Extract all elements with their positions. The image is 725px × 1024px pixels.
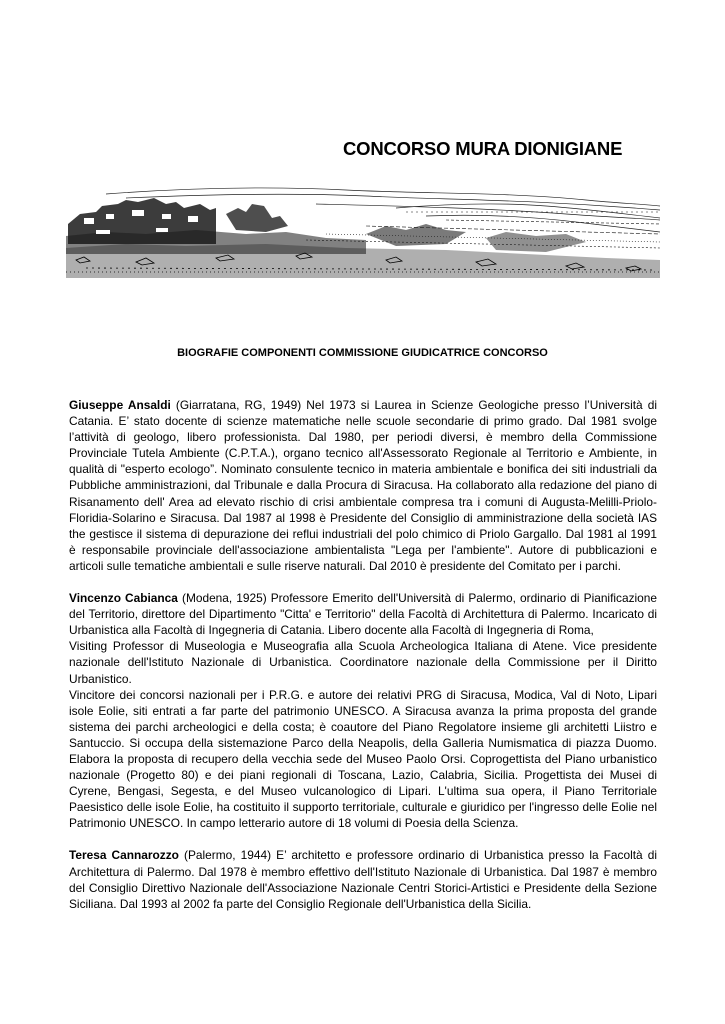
bio-name: Vincenzo Cabianca <box>69 591 178 606</box>
bio-name: Giuseppe Ansaldi <box>69 398 171 412</box>
biographies <box>69 397 657 928</box>
biography-cannarozzo <box>69 847 657 911</box>
biography-cabianca <box>69 590 657 831</box>
biography-ansaldi <box>69 397 657 574</box>
bio-paragraph <box>69 590 657 638</box>
section-heading: BIOGRAFIE COMPONENTI COMMISSIONE GIUDICATRICE CONCORSO <box>177 347 548 359</box>
bio-paragraph <box>69 397 657 574</box>
bio-paragraph: Vincitore dei concorsi nazionali per i P.R.G. e autore dei relativi PRG di Siracusa, Modica, Val di Noto, Lipari isole Eolie, siti entrati a far parte del patrimonio UNESCO. A Siracusa avanza la prima proposta del grande sistema dei parchi archeologici e della costa; è coautore del Piano Regolatore insieme gli architetti Liistro e Santuccio. Si occupa della sistemazione Parco della Neapolis, della Galleria Numismatica di piazza Duomo. Elabora la proposta di recupero della vecchia sede del Museo Paolo Orsi. Coprogettista del Piano urbanistico nazionale (Progetto 80) e dei piani regionali di Toscana, Lazio, Calabria, Sicilia. Progettista dei Musei di Cyrene, Bengasi, Segesta, e del Museo vulcanologico di Lipari. L'ultima sua opera, il Piano Territoriale Paesistico delle isole Eolie, ha costituito il supporto territoriale, culturale e giuridico per l'ingresso delle Eolie nel Patrimonio UNESCO. In campo letterario autore di 18 volumi di Poesia della Scienza. <box>69 687 657 831</box>
landscape-etching-illustration <box>66 174 660 278</box>
bio-paragraph: Visiting Professor di Museologia e Museografia alla Scuola Archeologica Italiana di Atene. Vice presidente nazionale dell'Istituto Nazionale di Urbanistica. Coordinatore nazionale della Commissione per il Diritto Urbanistico. <box>69 639 657 686</box>
bio-paragraph <box>69 847 657 911</box>
bio-text: (Giarratana, RG, 1949) Nel 1973 si Laurea in Scienze Geologiche presso l’Università di Catania. E’ stato docente di scienze matematiche nelle scuole secondarie di primo grado. Dal 1981 svolge l’attività di geologo, libero professionista. Dal 1980, per periodi diversi, è membro della Commissione Provinciale Tutela Ambiente (C.P.T.A.), organo tecnico all'Assessorato Regionale al Territorio e Ambiente, in qualità di "esperto ecologo”. Nominato consulente tecnico in materia ambientale e bonifica dei siti industriali da Pubbliche amministrazioni, dal Tribunale e dalla Procura di Siracusa. Ha collaborato alla redazione del piano di Risanamento dell' Area ad elevato rischio di crisi ambientale compresa tra i comuni di Augusta-Melilli-Priolo-Floridia-Solarino e Siracusa. Dal 1987 al 1998 è Presidente del Consiglio di amministrazione della società IAS the gestisce il sistema di depurazione dei reflui industriali del polo chimico di Priolo Gargallo. Dal 1981 al 1991 è responsabile provinciale dell'associazione ambientalista "Lega per l'ambiente". Autore di pubblicazioni e articoli sulle tematiche ambientali e sulle riserve naturali. Dal 2010 è presidente del Comitato per i parchi. <box>69 398 657 573</box>
bio-text: (Palermo, 1944) E’ architetto e professore ordinario di Urbanistica presso la Facoltà di Architettura di Palermo. Dal 1978 è membro effettivo dell'Istituto Nazionale di Urbanistica. Dal 1987 è membro del Consiglio Direttivo Nazionale dell'Associazione Nazionale Centri Storici-Artistici e Presidente della Sezione Siciliana. Dal 1993 al 2002 fa parte del Consiglio Regionale dell'Urbanistica della Sicilia. <box>69 848 658 911</box>
document-title: CONCORSO MURA DIONIGIANE <box>343 138 623 159</box>
bio-name: Teresa Cannarozzo <box>69 848 179 863</box>
bio-text: (Modena, 1925) Professore Emerito dell'Università di Palermo, ordinario di Pianificazione del Territorio, direttore del Dipartimento "Citta' e Territorio" della Facoltà di Architettura di Palermo. Incaricato di Urbanistica alla Facoltà di Ingegneria di Catania. Libero docente alla Facoltà di Ingegneria di Roma, <box>69 591 658 638</box>
